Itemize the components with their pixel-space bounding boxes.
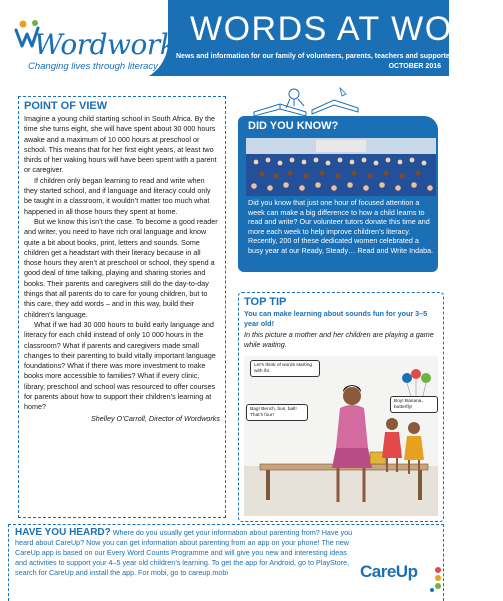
top-tip-heading: TOP TIP <box>244 296 287 308</box>
have-you-heard-text: Where do you usually get your information about parenting from? Have you heard about CareUp? Now you can get information about parenting from an app on your phone! The new CareUp app is based on our Every Word Counts Programme and will give you new and interesting ideas and activities to support your 4–5 year old children’s learning. To get the app for Android, go to PlayStore, search for CareUp and install the app. For mobi, go to careup.mobi <box>15 528 353 577</box>
logo-tagline: Changing lives through literacy <box>28 61 158 72</box>
mother-children-illustration <box>240 352 442 520</box>
speech-bubble-child-2: Boy! Banana, butterfly! <box>390 396 438 413</box>
logo <box>0 0 191 82</box>
crowd-photo-icon <box>246 138 436 196</box>
pov-paragraph-1: Imagine a young child starting school in South Africa. By the time she turns eight, she will have spent about 30 000 hours awake and a maximum of 10 000 hours at preschool or school. This means that for her first eight years, at least two thirds of her waking hours will have been spent with a parent or caregiver. <box>24 114 217 175</box>
masthead <box>0 0 503 92</box>
issue-date: OCTOBER 2016 <box>388 63 441 70</box>
waiting-room-illustration-icon <box>240 352 442 520</box>
top-tip-caption: In this picture a mother and her children are playing a game while waiting. <box>244 330 434 349</box>
pov-signature: Shelley O’Carroll, Director of Wordworks <box>90 413 220 423</box>
speech-bubble-mother: Let’s think of words starting with /b/. <box>250 360 320 377</box>
logo-wordmark: Wordworks <box>34 28 191 61</box>
pov-paragraph-4: What if we had 30 000 hours to build early language and literacy for each child instead of only 10 000 hours in the classroom? What if parents and caregivers made small changes to their parenting to build vitally important language foundations? What if there was more investment to make books more accessible to families? What if every clinic, library, preschool and school was resourced to offer courses for parents about how to support their children’s learning at home? <box>24 319 216 412</box>
pov-paragraph-2: If children only began learning to read and write when they started school, and if language and literacy could only be taught in a classroom, it wouldn’t matter too much what happened in all those hours they spent at home. <box>24 175 211 216</box>
indaba-group-photo <box>246 138 436 196</box>
point-of-view-panel <box>18 96 226 518</box>
did-you-know-heading: DID YOU KNOW? <box>246 118 344 134</box>
reading-child-illustration-icon <box>250 82 370 120</box>
have-you-heard-heading: HAVE YOU HEARD? <box>15 527 111 538</box>
point-of-view-heading: POINT OF VIEW <box>24 100 108 112</box>
top-tip-lead: You can make learning about sounds fun for your 3–5 year old! <box>244 309 428 328</box>
pov-paragraph-3: But we know this isn’t the case. To become a good reader and writer, you need to have rich oral language and know quite a bit about books, print, letters and sounds. Some children get a headstart with their literacy because in all those hours they aren’t at preschool or school, they spend a good deal of time talking, playing and sharing stories and books. Their parents and caregivers still do the day-to-day things that all parents do to care for young children, but to this care, they add words – and in this way, build their children’s language. <box>24 216 218 319</box>
speech-bubble-child-1: Bag! Bench, bus, ball! That’s four! <box>246 404 308 421</box>
newsletter-title: WORDS AT WORK <box>190 10 503 48</box>
newsletter-subtitle: News and information for our family of volunteers, parents, teachers and supporters <box>176 53 457 60</box>
careup-wordmark: CareUp <box>360 562 418 581</box>
did-you-know-text: Did you know that just one hour of focused attention a week can make a big difference to how a child learns to read and write? Our volunteer tutors donate this time and more each week to help improve children’s literacy. Recently, 200 of these dedicated women celebrated a busy year at our Ready, Steady… Read and Write Indaba. <box>248 198 434 255</box>
